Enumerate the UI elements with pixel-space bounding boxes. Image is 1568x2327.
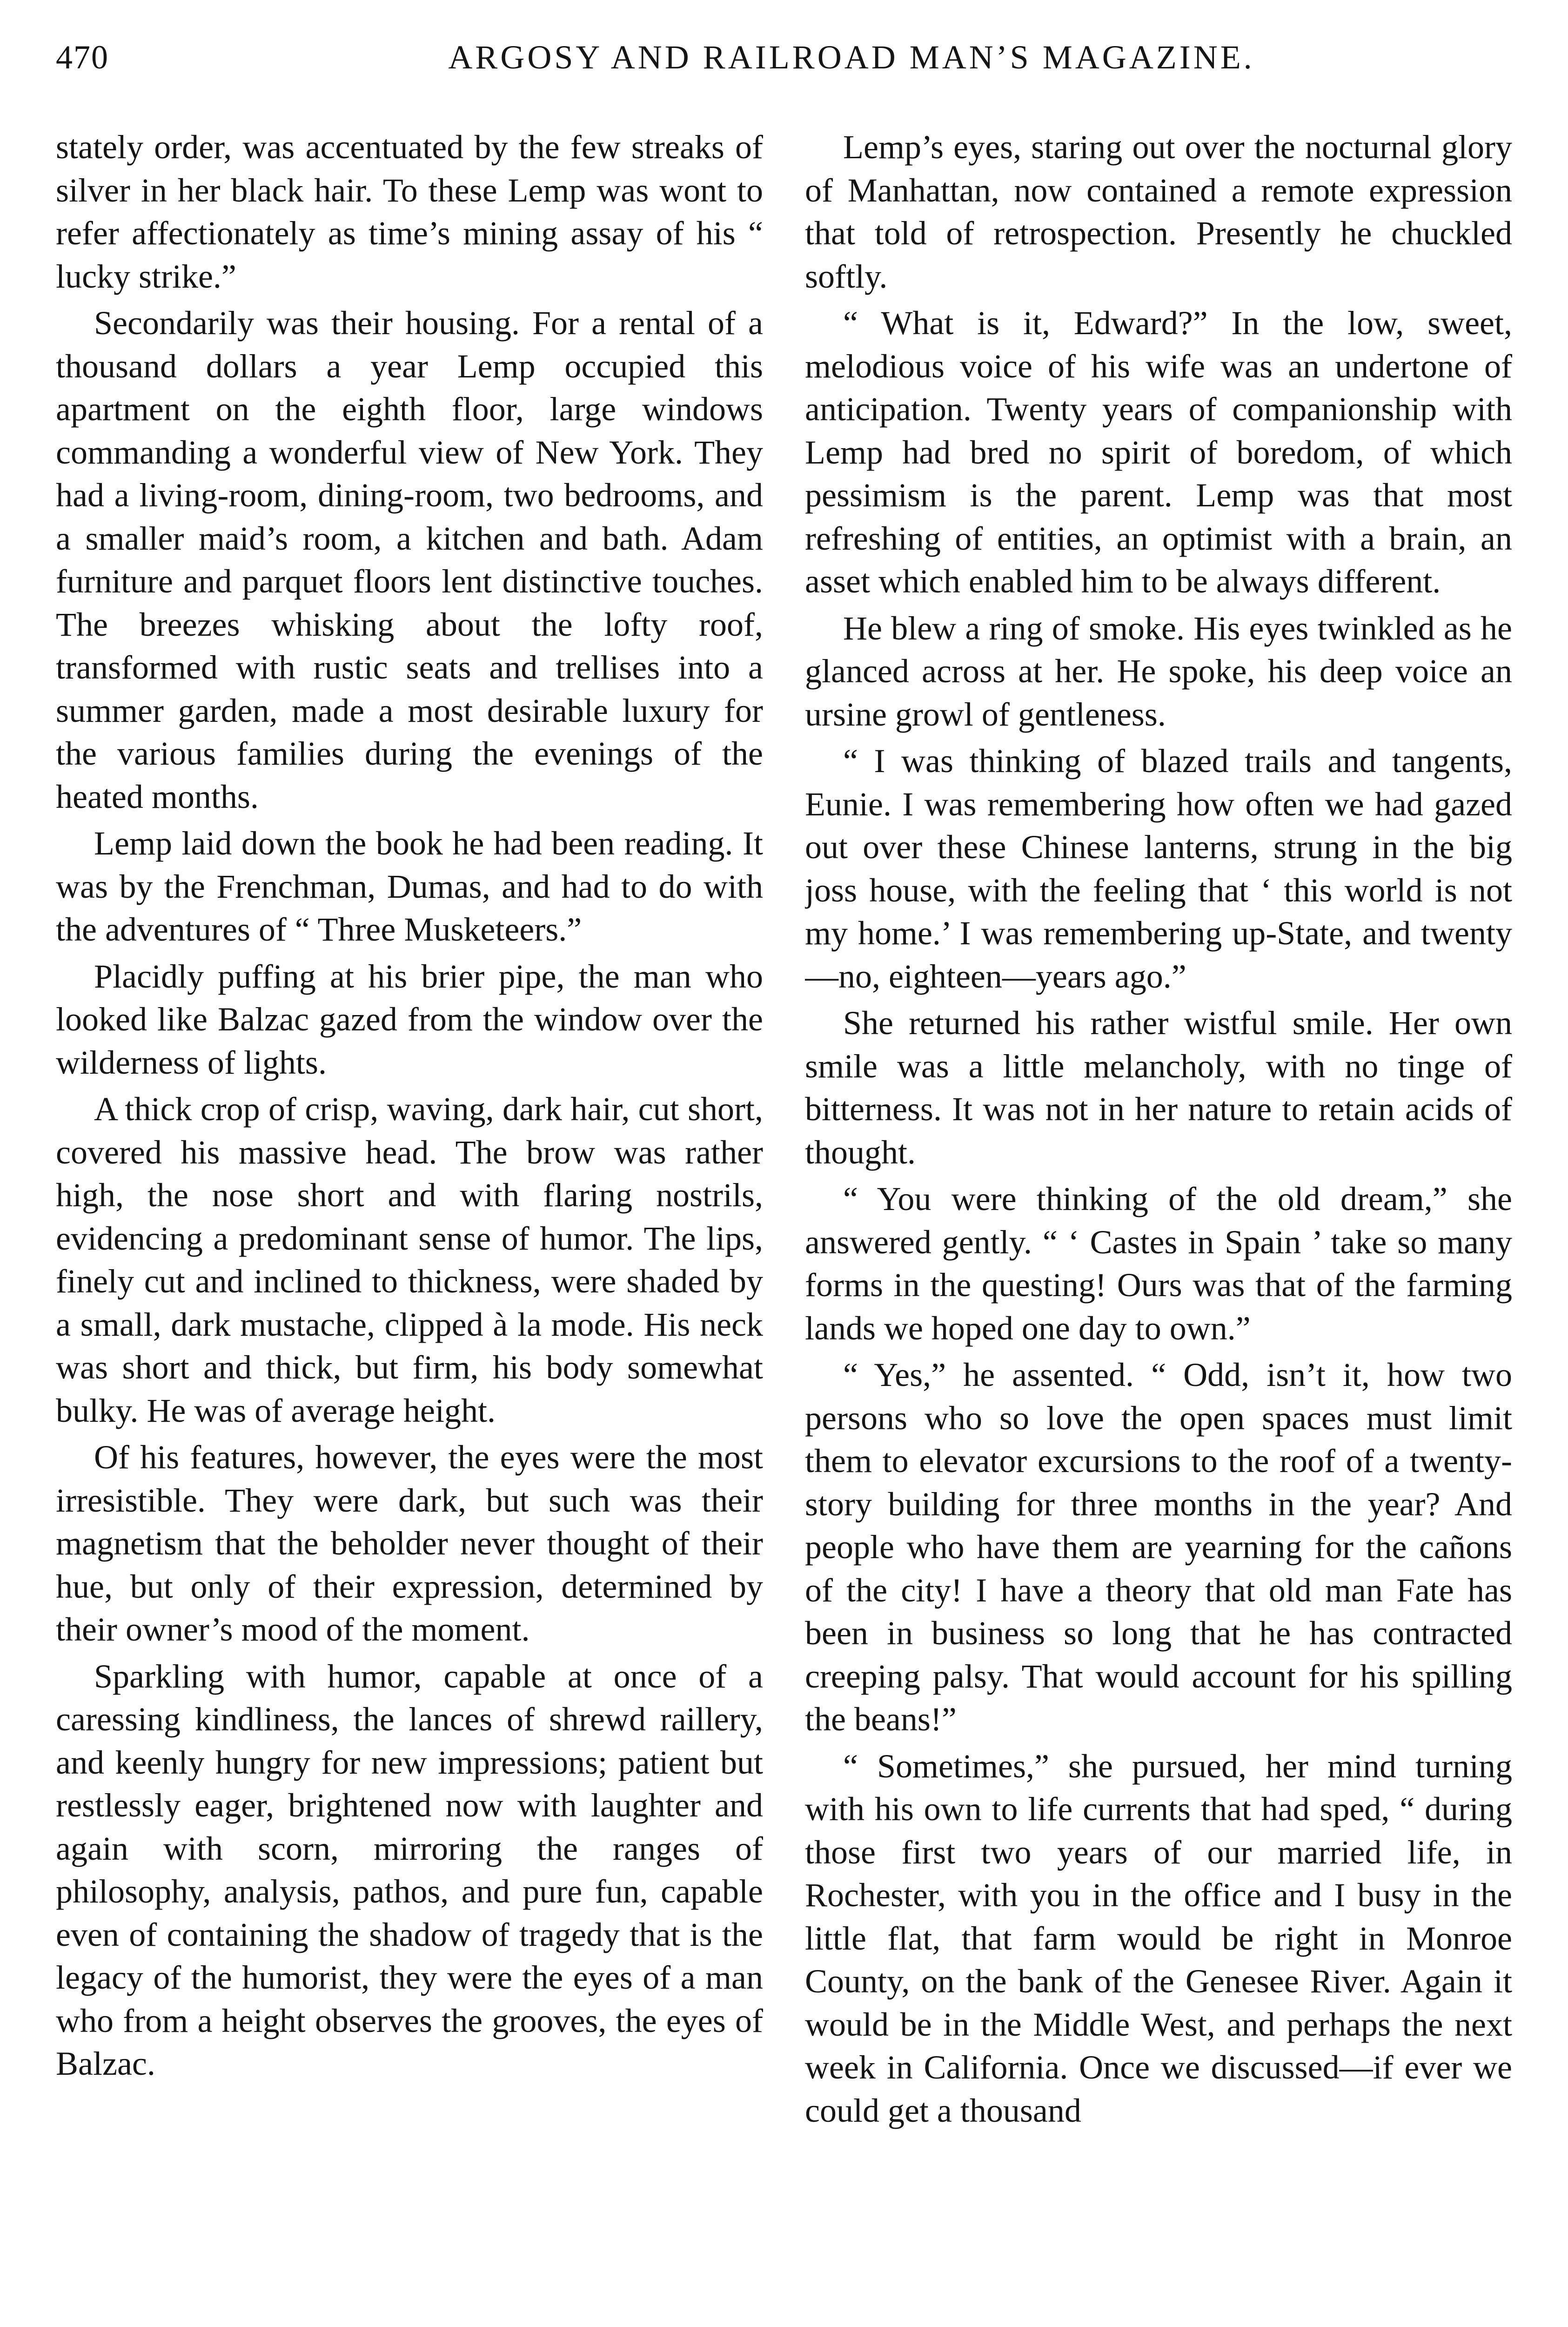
running-head: ARGOSY AND RAILROAD MAN’S MAGAZINE. — [448, 39, 1255, 76]
paragraph: stately order, was accentuated by the few streaks of silver in her black hair. To these Lemp was wont to refer affectionately as time’s mining assay of his “ lucky strike.” — [56, 128, 763, 295]
paragraph: “ You were thinking of the old dream,” she answered gently. “ ‘ Castes in Spain ’ take so many forms in the questing! Ours was that of the farming lands we hoped one day to own.” — [805, 1180, 1512, 1347]
page-header — [56, 34, 1512, 94]
paragraph: Secondarily was their housing. For a rental of a thousand dollars a year Lemp occupied this apartment on the eighth floor, large windows commanding a wonderful view of New York. They had a living-room, dining-room, two bedrooms, and a smaller maid’s room, a kitchen and bath. Adam furniture and parquet floors lent distinctive touches. The breezes whisking about the lofty roof, transformed with rustic seats and trellises into a summer garden, made a most desirable luxury for the various families during the evenings of the heated months. — [56, 304, 763, 815]
right-column — [805, 126, 1512, 2327]
paragraph: He blew a ring of smoke. His eyes twinkled as he glanced across at her. He spoke, his deep voice an ursine growl of gentleness. — [805, 609, 1512, 733]
paragraph: A thick crop of crisp, waving, dark hair, cut short, covered his massive head. The brow was rather high, the nose short and with flaring nostrils, evidencing a predominant sense of humor. The lips, finely cut and inclined to thickness, were shaded by a small, dark mustache, clipped à la mode. His neck was short and thick, but firm, his body somewhat bulky. He was of average height. — [56, 1090, 763, 1429]
paragraph: “ Sometimes,” she pursued, her mind turning with his own to life currents that had sped, “ during those first two years of our married life, in Rochester, with you in the office and I busy in the little flat, that farm would be right in Monroe County, on the bank of the Genesee River. Again it would be in the Middle West, and perhaps the next week in California. Once we discussed—if ever we could get a thousand — [805, 1747, 1512, 2129]
left-column — [56, 126, 763, 2327]
paragraph: “ Yes,” he assented. “ Odd, isn’t it, how two persons who so love the open spaces must limit them to elevator excursions to the roof of a twenty-story building for three months in the year? And people who have them are yearning for the cañons of the city! I have a theory that old man Fate has been in business so long that he has contracted creeping palsy. That would account for his spilling the beans!” — [805, 1356, 1512, 1738]
paragraph: Placidly puffing at his brier pipe, the man who looked like Balzac gazed from the window over the wilderness of lights. — [56, 957, 763, 1081]
paragraph: Sparkling with humor, capable at once of a caressing kindliness, the lances of shrewd raillery, and keenly hungry for new impressions; patient but restlessly eager, brightened now with laughter and again with scorn, mirroring the ranges of philosophy, analysis, pathos, and pure fun, capable even of containing the shadow of tragedy that is the legacy of the humorist, they were the eyes of a man who from a height observes the grooves, the eyes of Balzac. — [56, 1657, 763, 2082]
paragraph: “ I was thinking of blazed trails and tangents, Eunie. I was remembering how often we had gazed out over these Chinese lanterns, strung in the big joss house, with the feeling that ‘ this world is not my home.’ I was remembering up-State, and twenty—no, eighteen—years ago.” — [805, 742, 1512, 995]
paragraph: Lemp’s eyes, staring out over the nocturnal glory of Manhattan, now contained a remote expression that told of retrospection. Presently he chuckled softly. — [805, 128, 1512, 295]
paragraph: Of his features, however, the eyes were the most irresistible. They were dark, but such was their magnetism that the beholder never thought of their hue, but only of their expression, determined by their owner’s mood of the moment. — [56, 1439, 763, 1648]
page-number: 470 — [56, 39, 109, 76]
paragraph: Lemp laid down the book he had been reading. It was by the Frenchman, Dumas, and had to do with the adventures of “ Three Musketeers.” — [56, 825, 763, 948]
paragraph: “ What is it, Edward?” In the low, sweet, melodious voice of his wife was an undertone of anticipation. Twenty years of companionship with Lemp had bred no spirit of boredom, of which pessimism is the parent. Lemp was that most refreshing of entities, an optimist with a brain, an asset which enabled him to be always different. — [805, 304, 1512, 600]
paragraph: She returned his rather wistful smile. Her own smile was a little melancholy, with no tinge of bitterness. It was not in her nature to retain acids of thought. — [805, 1004, 1512, 1171]
